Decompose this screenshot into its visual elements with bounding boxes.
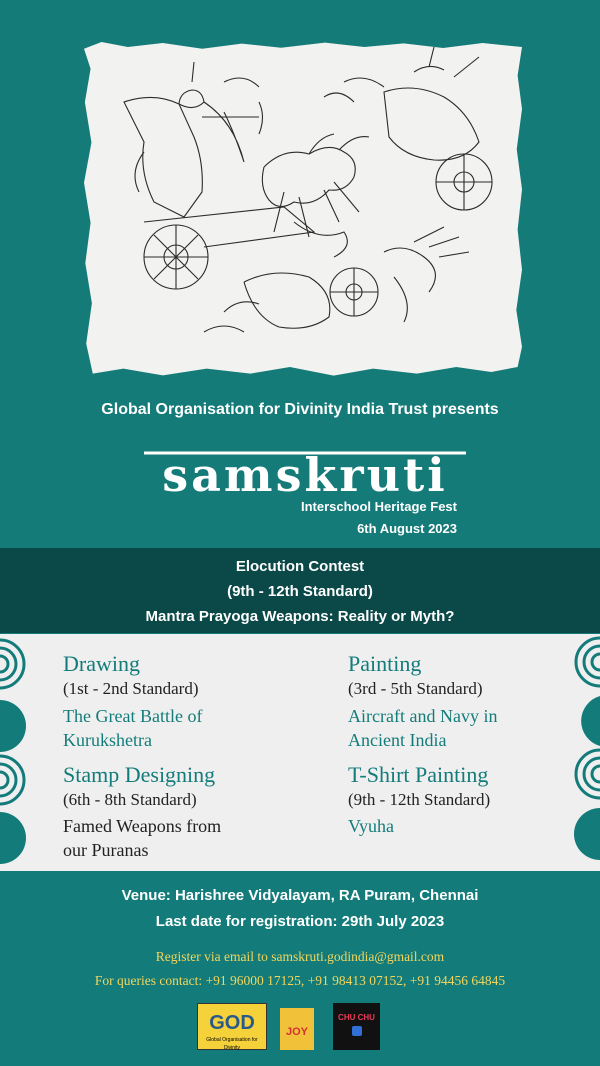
god-logo: GOD Global Organisation for Divinity [197, 1003, 267, 1050]
contact-phones: For queries contact: +91 96000 17125, +91 98413 07152, +91 94456 64845 [94, 973, 506, 988]
chu-chu-icon [352, 1026, 362, 1036]
elocution-topic: Mantra Prayoga Weapons: Reality or Myth? [145, 608, 455, 625]
event-standard: (1st - 2nd Standard) [63, 679, 199, 698]
event-theme-line: our Puranas [63, 840, 149, 860]
venue-info [0, 883, 600, 935]
event-theme-line: Kurukshetra [63, 730, 152, 750]
registration-deadline: Last date for registration: 29th July 2023 [155, 913, 445, 930]
event-theme-line: Vyuha [348, 816, 394, 836]
chu-chu-logo: CHU CHU [333, 1003, 380, 1050]
event-theme-line: Aircraft and Navy in [348, 706, 498, 726]
elocution-standard: (9th - 12th Standard) [227, 583, 373, 600]
left-wave-decoration [0, 634, 40, 871]
event-standard: (3rd - 5th Standard) [348, 679, 483, 698]
fest-date: 6th August 2023 [357, 521, 457, 536]
battle-sketch-illustration [84, 42, 522, 377]
event-theme-line: The Great Battle of [63, 706, 203, 726]
fest-name: samskruti [162, 448, 448, 502]
event-tshirt-painting [348, 761, 490, 838]
event-name: Painting [348, 651, 422, 676]
event-name: T-Shirt Painting [348, 762, 489, 787]
event-name: Drawing [63, 651, 140, 676]
right-wave-decoration [560, 634, 600, 871]
events-panel [0, 634, 600, 871]
elocution-title: Elocution Contest [235, 558, 365, 575]
event-painting [348, 650, 497, 752]
event-stamp-designing [63, 761, 221, 862]
event-theme-line: Ancient India [348, 730, 447, 750]
contact-info [0, 945, 600, 993]
event-theme-line: Famed Weapons from [63, 816, 222, 836]
fest-type: Interschool Heritage Fest [300, 499, 457, 514]
venue-location: Venue: Harishree Vidyalayam, RA Puram, Chennai [121, 887, 479, 904]
event-standard: (9th - 12th Standard) [348, 790, 491, 809]
elocution-banner [0, 548, 600, 633]
sketch-paper [84, 42, 522, 377]
sponsor-logos [197, 1003, 387, 1053]
fest-subtitle [301, 496, 457, 540]
presenter-text: Global Organisation for Divinity India Trust presents [101, 401, 499, 418]
register-email-text: Register via email to samskruti.godindia@gmail.com [155, 949, 445, 964]
joy-logo: JOY [280, 1008, 314, 1050]
event-standard: (6th - 8th Standard) [63, 790, 197, 809]
event-drawing [63, 650, 202, 752]
event-name: Stamp Designing [63, 762, 216, 787]
